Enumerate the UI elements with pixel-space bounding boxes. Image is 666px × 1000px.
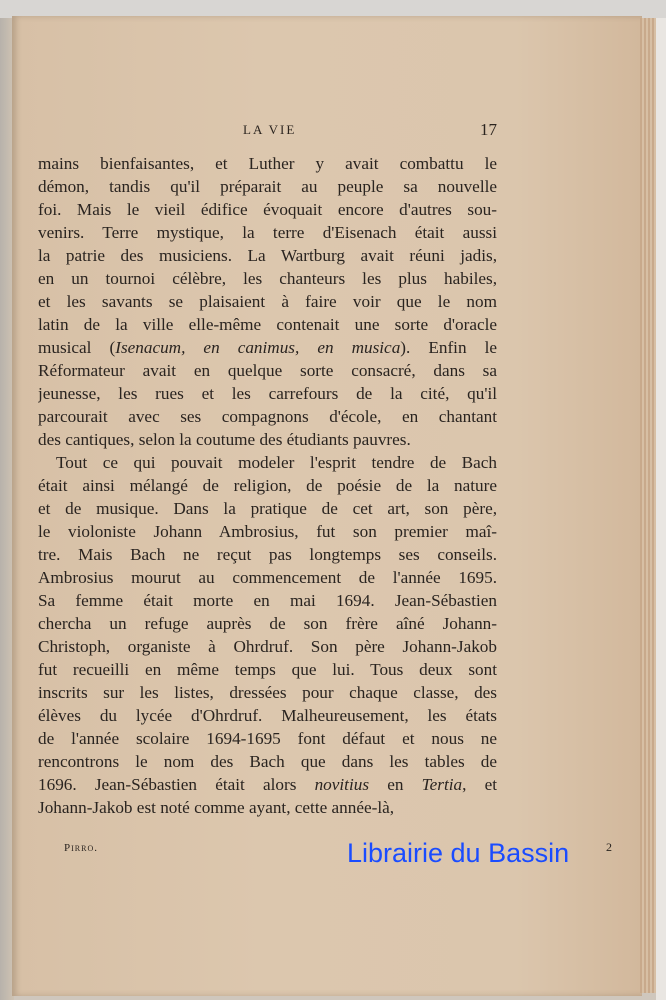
text-line: Tout ce qui pouvait modeler l'esprit tendre de Bach: [56, 453, 497, 472]
page-number: 17: [480, 120, 497, 139]
text-line: rencontrons le nom des Bach que dans les tables de: [38, 752, 497, 771]
text-line: Ambrosius mourut au commencement de l'année 1695.: [38, 568, 497, 587]
text-line: tre. Mais Bach ne reçut pas longtemps ses conseils.: [38, 545, 497, 564]
text-line: venirs. Terre mystique, la terre d'Eisenach était aussi: [38, 223, 497, 242]
text-line: était ainsi mélangé de religion, de poésie de la nature: [38, 476, 497, 495]
signature-mark: Pirro.: [64, 842, 98, 854]
page-edges: [640, 18, 656, 993]
text-line: Réformateur avait en quelque sorte consacré, dans sa: [38, 361, 497, 380]
text-line: 1696. Jean-Sébastien était alors novitius en Tertia, et: [38, 775, 497, 794]
signature-number: 2: [606, 840, 612, 854]
text-line: Christoph, organiste à Ohrdruf. Son père Johann-Jakob: [38, 637, 497, 656]
text-line: foi. Mais le vieil édifice évoquait encore d'autres sou-: [38, 200, 497, 219]
text-line: chercha un refuge auprès de son frère aîné Johann-: [38, 614, 497, 633]
text-line: Sa femme était morte en mai 1694. Jean-Sébastien: [38, 591, 497, 610]
text-line: fut recueilli en même temps que lui. Tous deux sont: [38, 660, 497, 679]
text-line: mains bienfaisantes, et Luther y avait combattu le: [38, 154, 497, 173]
text-line: inscrits sur les listes, dressées pour chaque classe, des: [38, 683, 497, 702]
background-right: [656, 18, 666, 1000]
text-line: le violoniste Johann Ambrosius, fut son premier maî-: [38, 522, 497, 541]
text-line: musical (Isenacum, en canimus, en musica). Enfin le: [38, 338, 497, 357]
text-line: en un tournoi célèbre, les chanteurs les plus habiles,: [38, 269, 497, 288]
running-title: LA VIE: [243, 122, 297, 137]
text-line: latin de la ville elle-même contenait une sorte d'oracle: [38, 315, 497, 334]
text-line: jeunesse, les rues et les carrefours de la cité, qu'il: [38, 384, 497, 403]
text-line: des cantiques, selon la coutume des étudiants pauvres.: [38, 430, 411, 449]
text-line: la patrie des musiciens. La Wartburg avait réuni jadis,: [38, 246, 497, 265]
body-text: [38, 152, 497, 819]
text-line: Johann-Jakob est noté comme ayant, cette année-là,: [38, 798, 395, 817]
text-line: parcourait avec ses compagnons d'école, en chantant: [38, 407, 497, 426]
text-line: et de musique. Dans la pratique de cet art, son père,: [38, 499, 497, 518]
watermark: Librairie du Bassin: [347, 838, 570, 868]
text-line: et les savants se plaisaient à faire voir que le nom: [38, 292, 497, 311]
text-line: élèves du lycée d'Ohrdruf. Malheureusement, les états: [38, 706, 497, 725]
text-line: de l'année scolaire 1694-1695 font défaut et nous ne: [38, 729, 497, 748]
text-line: démon, tandis qu'il préparait au peuple sa nouvelle: [38, 177, 497, 196]
page-header: [38, 120, 497, 140]
